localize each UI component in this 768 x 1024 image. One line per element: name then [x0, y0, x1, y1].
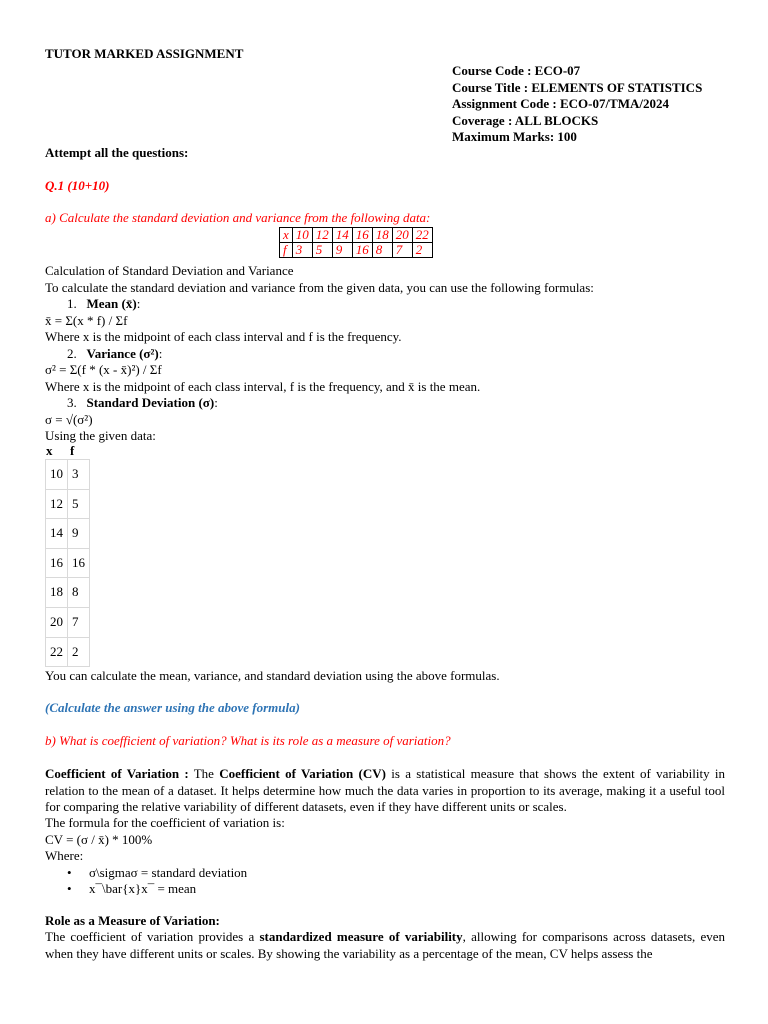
- f-cell: 7: [68, 607, 90, 637]
- table-row: [46, 519, 90, 549]
- table-row: [46, 489, 90, 519]
- data-cell: 12: [312, 228, 332, 243]
- cv-the: The: [188, 766, 220, 781]
- data-cell: 5: [312, 243, 332, 258]
- data-table-f-row: [280, 243, 433, 258]
- sd-colon: :: [214, 395, 218, 410]
- question-1a: a) Calculate the standard deviation and variance from the following data:: [45, 210, 431, 225]
- data-table-f-label: f: [280, 243, 293, 258]
- data-cell: 7: [392, 243, 412, 258]
- x-cell: 18: [46, 578, 68, 608]
- cv-bullet-list: [45, 865, 725, 898]
- data-cell: 14: [332, 228, 352, 243]
- f-cell: 5: [68, 489, 90, 519]
- list-number: 2.: [67, 345, 77, 361]
- sd-label: Standard Deviation (σ): [86, 395, 215, 410]
- x-cell: 22: [46, 637, 68, 667]
- x-cell: 20: [46, 607, 68, 637]
- table-row: [46, 460, 90, 490]
- column-header-x: x: [46, 443, 53, 458]
- data-cell: 8: [372, 243, 392, 258]
- instructions: Attempt all the questions:: [45, 145, 189, 160]
- assignment-code: Assignment Code : ECO-07/TMA/2024: [452, 96, 670, 111]
- f-cell: 16: [68, 548, 90, 578]
- data-cell: 18: [372, 228, 392, 243]
- variance-label: Variance (σ²): [86, 345, 159, 361]
- calculation-title: Calculation of Standard Deviation and Variance: [45, 263, 294, 278]
- list-number: 1.: [67, 296, 77, 311]
- data-table-x-row: [280, 228, 433, 243]
- course-info: [452, 63, 702, 146]
- list-item: • σ\sigmaσ = standard deviation: [45, 865, 725, 882]
- column-header-f: f: [70, 443, 75, 458]
- coverage: Coverage : ALL BLOCKS: [452, 112, 599, 128]
- cv-formula-intro: The formula for the coefficient of variation is:: [45, 815, 285, 830]
- x-cell: 14: [46, 519, 68, 549]
- data-cell: 3: [292, 243, 312, 258]
- cv-lead: Coefficient of Variation :: [45, 766, 189, 781]
- cv-paragraph: [45, 766, 725, 816]
- cv-formula: CV = (σ / x̄) * 100%: [45, 831, 153, 847]
- x-cell: 12: [46, 489, 68, 519]
- list-item: • x¯\bar{x}x¯ = mean: [45, 881, 725, 898]
- data-cell: 16: [352, 243, 372, 258]
- data-table-x-label: x: [280, 228, 293, 243]
- list-number: 3.: [67, 395, 77, 410]
- table-row: [46, 578, 90, 608]
- sd-heading: [45, 395, 725, 412]
- calculation-block: [45, 263, 725, 445]
- mean-formula: x̄ = Σ(x * f) / Σf: [45, 312, 128, 328]
- question-1b: b) What is coefficient of variation? What is its role as a measure of variation?: [45, 733, 451, 748]
- data-cell: 10: [292, 228, 312, 243]
- frequency-table: [45, 459, 90, 667]
- role-heading: Role as a Measure of Variation:: [45, 913, 220, 928]
- using-data: Using the given data:: [45, 428, 156, 443]
- course-code: Course Code : ECO-07: [452, 63, 581, 78]
- variance-note: Where x is the midpoint of each class interval, f is the frequency, and x̄ is the mean.: [45, 378, 481, 394]
- sd-formula: σ = √(σ²): [45, 411, 93, 427]
- mean-label: Mean (x̄): [86, 296, 137, 311]
- x-cell: 10: [46, 460, 68, 490]
- role-text-start: The coefficient of variation provides a: [45, 929, 260, 944]
- data-table: [279, 227, 433, 258]
- role-paragraph: [45, 929, 725, 962]
- f-cell: 2: [68, 637, 90, 667]
- f-cell: 8: [68, 578, 90, 608]
- data-cell: 22: [412, 228, 432, 243]
- f-cell: 9: [68, 519, 90, 549]
- question-1-heading: Q.1 (10+10): [45, 178, 110, 193]
- maximum-marks: Maximum Marks: 100: [452, 129, 577, 144]
- role-emphasis: standardized measure of variability: [259, 929, 463, 944]
- data-cell: 20: [392, 228, 412, 243]
- table-row: [46, 637, 90, 667]
- cv-body: is a statistical measure that shows the extent of variability in relation to the mean of a dataset. It helps determine how much the data varies in proportion to its average, making it a useful tool for comparing the relative variability of different datasets, even if they have different units or scales.: [45, 766, 725, 814]
- mean-colon: :: [136, 296, 141, 311]
- variance-formula: σ² = Σ(f * (x - x̄)²) / Σf: [45, 362, 162, 377]
- closing-text: You can calculate the mean, variance, and standard deviation using the above formulas.: [45, 668, 500, 683]
- data-cell: 9: [332, 243, 352, 258]
- cv-term: Coefficient of Variation (CV): [219, 766, 386, 781]
- mean-heading: [45, 296, 725, 313]
- calculation-intro: To calculate the standard deviation and variance from the given data, you can use the following formulas:: [45, 279, 594, 295]
- variance-colon: :: [158, 345, 163, 361]
- f-cell: 3: [68, 460, 90, 490]
- table-row: [46, 548, 90, 578]
- mean-note: Where x is the midpoint of each class interval and f is the frequency.: [45, 329, 402, 344]
- document-title: TUTOR MARKED ASSIGNMENT: [45, 46, 244, 61]
- course-title: Course Title : ELEMENTS OF STATISTICS: [452, 79, 703, 95]
- x-cell: 16: [46, 548, 68, 578]
- cv-formula-block: [45, 815, 725, 898]
- data-cell: 2: [412, 243, 432, 258]
- table-row: [46, 607, 90, 637]
- cv-where: Where:: [45, 848, 84, 863]
- calculation-note: (Calculate the answer using the above formula): [45, 700, 300, 715]
- role-text-end: , allowing for comparisons across datasets, even when they have different units or scales. By showing the variability as a percentage of the mean, CV helps assess the: [45, 929, 726, 961]
- variance-heading: [45, 346, 725, 363]
- data-cell: 16: [352, 228, 372, 243]
